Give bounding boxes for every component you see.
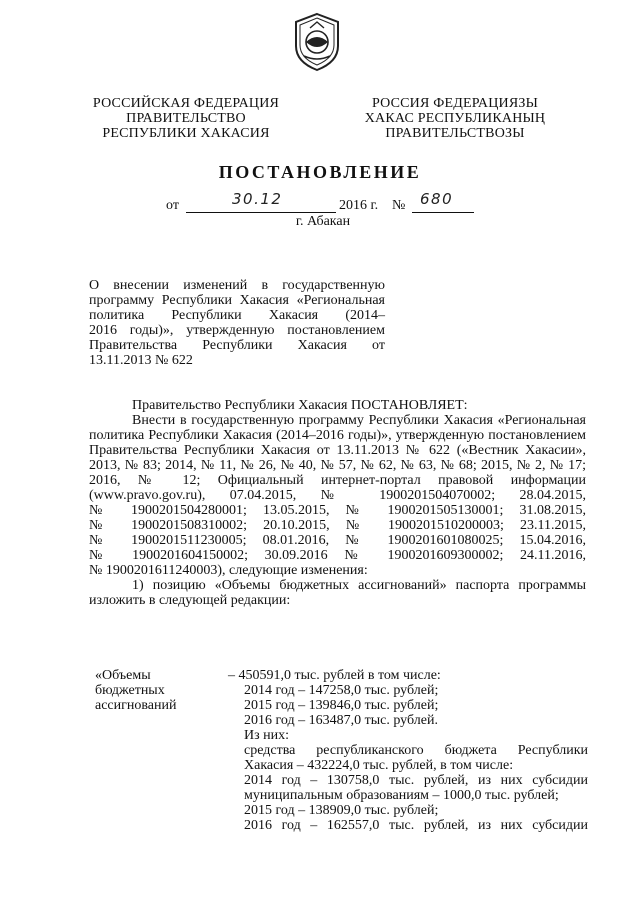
header-right-line: ХАКАС РЕСПУБЛИКАНЫҢ xyxy=(364,111,546,126)
subject-line: 2016 годы)», утвержденную постановлением xyxy=(89,323,385,338)
number-sign: № xyxy=(392,198,406,213)
table-right-line: 2015 год – 139846,0 тыс. рублей; xyxy=(244,698,439,713)
table-right-line: 2015 год – 138909,0 тыс. рублей; xyxy=(244,803,439,818)
subject-line: программу Республики Хакасия «Региональная xyxy=(89,293,385,308)
subject-line: 13.11.2013 № 622 xyxy=(89,353,193,368)
item1-line: 1) позицию «Объемы бюджетных ассигнований» паспорта программы xyxy=(132,578,586,593)
body-line: Внести в государственную программу Республики Хакасия «Региональная xyxy=(132,413,586,428)
body-line: (www.pravo.gov.ru), 07.04.2015, № 1900201504070002; 28.04.2015, xyxy=(89,488,586,503)
header-left-line: РЕСПУБЛИКИ ХАКАСИЯ xyxy=(102,126,270,141)
table-left-line: «Объемы xyxy=(95,668,151,683)
document-title: ПОСТАНОВЛЕНИЕ xyxy=(218,162,422,182)
header-left-line: ПРАВИТЕЛЬСТВО xyxy=(126,111,246,126)
body-text xyxy=(89,398,586,608)
year-text: 2016 г. xyxy=(339,198,379,213)
city-name: г. Абакан xyxy=(295,214,351,229)
header-left-line: РОССИЙСКАЯ ФЕДЕРАЦИЯ xyxy=(92,96,280,111)
subject-line: Правительства Республики Хакасия от xyxy=(89,338,385,353)
table-right-cell xyxy=(228,668,588,833)
body-line: 2016, № 12; Официальный интернет-портал правовой информации xyxy=(89,473,586,488)
header-right-block xyxy=(360,96,550,141)
subject-line: политика Республики Хакасия (2014– xyxy=(89,308,385,323)
table-right-line: Из них: xyxy=(244,728,290,743)
date-number-line xyxy=(166,190,486,214)
table-right-line: 2014 год – 147258,0 тыс. рублей; xyxy=(244,683,439,698)
body-line: № 1900201511230005; 08.01.2016, № 1900201601080025; 15.04.2016, xyxy=(89,533,586,548)
table-right-line: – 450591,0 тыс. рублей в том числе: xyxy=(228,668,441,683)
handwritten-number: 680 xyxy=(420,190,454,208)
body-line: № 1900201604150002; 30.09.2016 № 1900201609300002; 24.11.2016, xyxy=(89,548,586,563)
body-line: № 1900201508310002; 20.10.2015, № 1900201510200003; 23.11.2015, xyxy=(89,518,586,533)
item1-line: изложить в следующей редакции: xyxy=(89,593,291,608)
table-right-line: 2014 год – 130758,0 тыс. рублей, из них субсидии xyxy=(244,773,588,788)
body-line: № 1900201504280001; 13.05.2015, № 1900201505130001; 31.08.2015, xyxy=(89,503,586,518)
table-right-line: Хакасия – 432224,0 тыс. рублей, в том числе: xyxy=(244,758,514,773)
table-right-line: муниципальным образованиям – 1000,0 тыс. рублей; xyxy=(244,788,559,803)
header-left-block xyxy=(86,96,286,141)
resolve-line: Правительство Республики Хакасия ПОСТАНОВЛЯЕТ: xyxy=(132,398,468,413)
table-left-cell xyxy=(95,668,225,713)
body-line: 2013, № 83; 2014, № 11, № 26, № 40, № 57, № 62, № 63, № 68; 2015, № 2, № 17; xyxy=(89,458,586,473)
body-line: политика Республики Хакасия (2014–2016 годы)», утвержденную постановлением xyxy=(89,428,586,443)
coat-of-arms-emblem xyxy=(292,12,342,72)
table-right-line: 2016 год – 162557,0 тыс. рублей, из них субсидии xyxy=(244,818,588,833)
number-underline xyxy=(412,212,474,213)
handwritten-date: 30.12 xyxy=(232,190,283,208)
header-right-line: ПРАВИТЕЛЬСТВОЗЫ xyxy=(385,126,525,141)
table-left-line: бюджетных xyxy=(95,683,165,698)
table-right-line: средства республиканского бюджета Республики xyxy=(244,743,588,758)
table-right-line: 2016 год – 163487,0 тыс. рублей. xyxy=(244,713,438,728)
header-right-line: РОССИЯ ФЕДЕРАЦИЯЗЫ xyxy=(371,96,539,111)
body-line: Правительства Республики Хакасия от 13.11.2013 № 622 («Вестник Хакасии», xyxy=(89,443,586,458)
subject-block xyxy=(89,278,385,368)
subject-line: О внесении изменений в государственную xyxy=(89,278,385,293)
date-underline xyxy=(186,212,336,213)
table-left-line: ассигнований xyxy=(95,698,177,713)
body-line: № 1900201611240003), следующие изменения: xyxy=(89,563,368,578)
date-prefix: от xyxy=(166,198,179,213)
